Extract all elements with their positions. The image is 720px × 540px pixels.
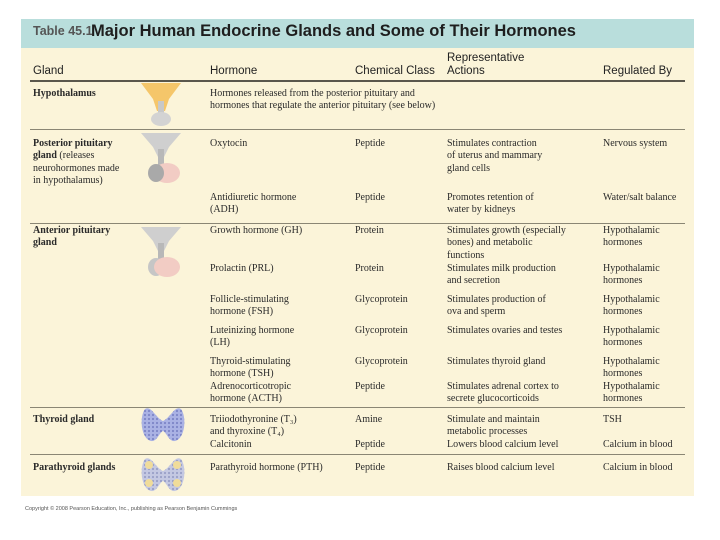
- hypothalamus-hormone-text: [210, 88, 435, 113]
- cell-line: gland cells: [447, 162, 491, 174]
- header-gland: Gland: [33, 65, 64, 77]
- gland-thyroid: Thyroid gland: [33, 414, 95, 425]
- gland-line: Posterior pituitary: [33, 138, 113, 149]
- cell-line: Stimulates production of: [447, 294, 546, 305]
- cell-line: and thyroxine (T₄): [210, 426, 285, 438]
- thyroid-icon: [139, 405, 187, 445]
- section-rule: [30, 223, 685, 224]
- actions-cell: [447, 325, 562, 337]
- header-regulated-by: Regulated By: [603, 65, 673, 77]
- cell-line: hormones: [603, 306, 643, 318]
- cell-line: secrete glucocorticoids: [447, 393, 539, 405]
- text-line: hormones that regulate the anterior pituitary (see below): [210, 100, 436, 112]
- cell-line: water by kidneys: [447, 204, 516, 216]
- section-rule: [30, 129, 685, 130]
- cell-line: ova and sperm: [447, 306, 506, 318]
- cell-line: Stimulate and maintain: [447, 414, 540, 425]
- section-rule: [30, 407, 685, 408]
- gland-note-line: in hypothalamus): [33, 174, 103, 186]
- gland-word: gland: [33, 150, 57, 162]
- cell-line: Prolactin (PRL): [210, 263, 274, 274]
- cell-line: Stimulates growth (especially: [447, 225, 566, 236]
- hypothalamus-icon: [139, 81, 183, 127]
- chemical-class-cell: Protein: [355, 263, 384, 274]
- regulated-by-cell: [603, 263, 660, 288]
- chemical-class-cell: Peptide: [355, 138, 385, 149]
- cell-line: hormone (FSH): [210, 306, 274, 318]
- cell-line: hormone (TSH): [210, 368, 274, 380]
- chemical-class-cell: Glycoprotein: [355, 356, 408, 367]
- cell-line: Hypothalamic: [603, 381, 660, 392]
- posterior-pituitary-icon: [139, 131, 183, 187]
- hormone-cell: [210, 138, 247, 150]
- chemical-class-cell: Glycoprotein: [355, 294, 408, 305]
- gland-line: Anterior pituitary: [33, 225, 111, 236]
- cell-line: and secretion: [447, 275, 501, 287]
- cell-line: Luteinizing hormone: [210, 325, 295, 336]
- chemical-class-cell: Peptide: [355, 192, 385, 203]
- regulated-by-cell: [603, 462, 672, 474]
- cell-line: functions: [447, 249, 485, 261]
- cell-line: Calcium in blood: [603, 462, 673, 473]
- actions-cell: [447, 462, 554, 474]
- chemical-class-cell: Protein: [355, 225, 384, 236]
- hormone-cell: [210, 225, 302, 237]
- regulated-by-cell: [603, 414, 622, 426]
- chemical-class-cell: Peptide: [355, 439, 385, 450]
- table-number: Table 45.1: [33, 24, 93, 38]
- header-chemical-class: Chemical Class: [355, 65, 435, 77]
- cell-line: of uterus and mammary: [447, 150, 543, 162]
- chemical-class-cell: Peptide: [355, 381, 385, 392]
- cell-line: (ADH): [210, 204, 239, 216]
- actions-cell: [447, 263, 556, 288]
- cell-line: hormones: [603, 237, 643, 249]
- cell-line: Nervous system: [603, 138, 668, 149]
- regulated-by-cell: [603, 356, 660, 381]
- cell-line: Adrenocorticotropic: [210, 381, 292, 392]
- cell-line: Hypothalamic: [603, 356, 660, 367]
- gland-hypothalamus: Hypothalamus: [33, 88, 96, 99]
- header-rule: [30, 80, 685, 82]
- actions-cell: [447, 356, 545, 368]
- cell-line: Triiodothyronine (T₃): [210, 414, 297, 425]
- cell-line: metabolic processes: [447, 426, 528, 438]
- table-title: Major Human Endocrine Glands and Some of Their Hormones: [91, 22, 576, 40]
- regulated-by-cell: [603, 325, 660, 350]
- regulated-by-cell: [603, 225, 660, 250]
- cell-line: bones) and metabolic: [447, 237, 533, 249]
- actions-cell: [447, 381, 559, 406]
- cell-line: hormone (ACTH): [210, 393, 282, 405]
- cell-line: Lowers blood calcium level: [447, 439, 559, 450]
- hormone-cell: [210, 439, 252, 451]
- chemical-class-cell: Glycoprotein: [355, 325, 408, 336]
- actions-cell: [447, 138, 542, 175]
- header-actions-line: Representative: [447, 52, 525, 64]
- cell-line: Hypothalamic: [603, 325, 660, 336]
- cell-line: (LH): [210, 337, 230, 349]
- hormone-cell: [210, 192, 296, 217]
- anterior-pituitary-icon: [139, 225, 183, 281]
- actions-cell: [447, 439, 558, 451]
- gland-note-line: neurohormones made: [33, 162, 120, 174]
- regulated-by-cell: [603, 381, 660, 406]
- cell-line: hormones: [603, 337, 643, 349]
- cell-line: Stimulates ovaries and testes: [447, 325, 563, 336]
- actions-cell: [447, 192, 534, 217]
- cell-line: Oxytocin: [210, 138, 248, 149]
- cell-line: Hypothalamic: [603, 225, 660, 236]
- cell-line: Stimulates thyroid gland: [447, 356, 546, 367]
- regulated-by-cell: [603, 294, 660, 319]
- table-title-bar: [21, 19, 694, 48]
- hormone-cell: [210, 356, 291, 381]
- hormone-cell: [210, 381, 291, 406]
- cell-line: Raises blood calcium level: [447, 462, 555, 473]
- regulated-by-cell: [603, 192, 676, 204]
- cell-line: TSH: [603, 414, 622, 425]
- cell-line: Calcitonin: [210, 439, 252, 450]
- cell-line: Calcium in blood: [603, 439, 673, 450]
- hormone-cell: [210, 263, 274, 275]
- actions-cell: [447, 294, 546, 319]
- chemical-class-cell: Peptide: [355, 462, 385, 473]
- regulated-by-cell: [603, 439, 672, 451]
- text-line: Hormones released from the posterior pituitary and: [210, 88, 415, 99]
- parathyroid-icon: [139, 455, 187, 495]
- hormone-cell: [210, 325, 294, 350]
- cell-line: Stimulates contraction: [447, 138, 537, 149]
- gland-posterior-pituitary: [33, 138, 119, 187]
- gland-parathyroid: Parathyroid glands: [33, 462, 116, 473]
- hormone-table: [21, 19, 694, 496]
- cell-line: Antidiuretic hormone: [210, 192, 297, 203]
- chemical-class-cell: Amine: [355, 414, 383, 425]
- cell-line: Promotes retention of: [447, 192, 534, 203]
- actions-cell: [447, 414, 540, 439]
- cell-line: hormones: [603, 393, 643, 405]
- hormone-cell: [210, 462, 323, 474]
- gland-line: [33, 150, 119, 162]
- hormone-cell: [210, 294, 289, 319]
- cell-line: Thyroid-stimulating: [210, 356, 291, 367]
- cell-line: Water/salt balance: [603, 192, 677, 203]
- cell-line: Stimulates milk production: [447, 263, 556, 274]
- gland-line: gland: [33, 237, 57, 249]
- header-hormone: Hormone: [210, 65, 258, 77]
- regulated-by-cell: [603, 138, 667, 150]
- section-rule: [30, 454, 685, 455]
- cell-line: Growth hormone (GH): [210, 225, 303, 236]
- cell-line: Parathyroid hormone (PTH): [210, 462, 323, 473]
- gland-note: (releases: [56, 150, 95, 162]
- cell-line: Stimulates adrenal cortex to: [447, 381, 559, 392]
- cell-line: Hypothalamic: [603, 294, 660, 305]
- header-representative-actions: [447, 52, 524, 78]
- actions-cell: [447, 225, 566, 262]
- header-actions-line: Actions: [447, 65, 485, 77]
- cell-line: Hypothalamic: [603, 263, 660, 274]
- copyright-notice: Copyright © 2008 Pearson Education, Inc., publishing as Pearson Benjamin Cummings: [25, 506, 238, 512]
- hormone-cell: [210, 414, 297, 439]
- gland-anterior-pituitary: [33, 225, 110, 250]
- cell-line: Follicle-stimulating: [210, 294, 289, 305]
- cell-line: hormones: [603, 275, 643, 287]
- cell-line: hormones: [603, 368, 643, 380]
